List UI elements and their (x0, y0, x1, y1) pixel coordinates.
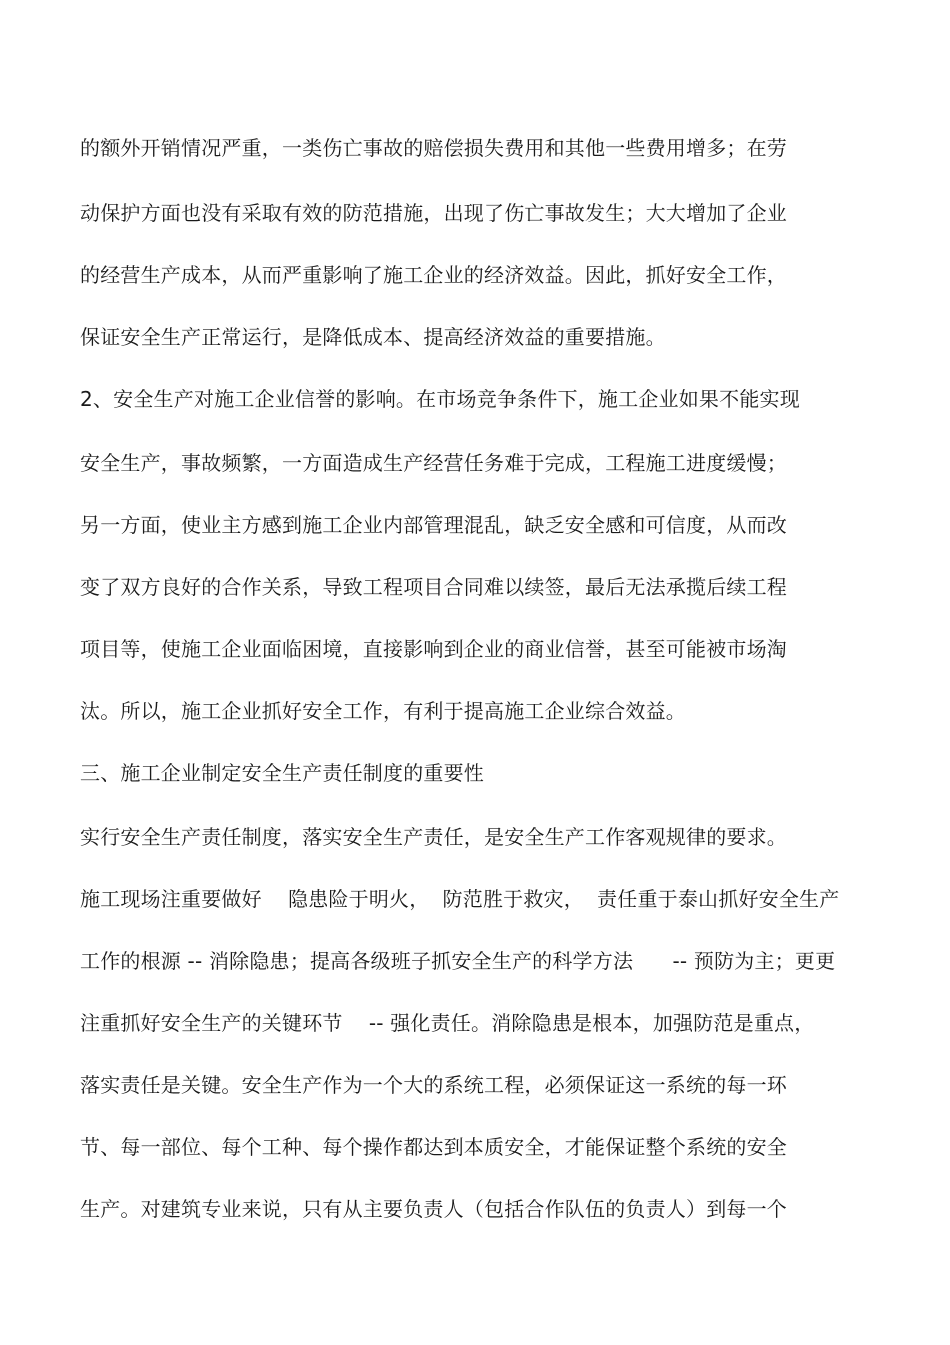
body-text-line: 的额外开销情况严重，一类伤亡事故的赔偿损失费用和其他一些费用增多；在劳 (80, 136, 787, 160)
section-item-heading: 2、安全生产对施工企业信誉的影响。在市场竞争条件下，施工企业如果不能实现 (80, 387, 800, 411)
body-text-line: 另一方面，使业主方感到施工企业内部管理混乱，缺乏安全感和可信度，从而改 (80, 513, 787, 537)
body-text-line: 落实责任是关键。安全生产作为一个大的系统工程，必须保证这一系统的每一环 (80, 1073, 787, 1097)
body-text-line: 变了双方良好的合作关系，导致工程项目合同难以续签，最后无法承揽后续工程 (80, 575, 787, 599)
body-text-line: 施工现场注重要做好 隐患险于明火， 防范胜于救灾， 责任重于泰山抓好安全生产 (80, 887, 840, 911)
body-text-line: 动保护方面也没有采取有效的防范措施，出现了伤亡事故发生；大大增加了企业 (80, 201, 787, 225)
body-text-line: 实行安全生产责任制度，落实安全生产责任，是安全生产工作客观规律的要求。 (80, 825, 787, 849)
body-text-line: 项目等，使施工企业面临困境，直接影响到企业的商业信誉，甚至可能被市场淘 (80, 637, 787, 661)
body-text-line: 节、每一部位、每个工种、每个操作都达到本质安全，才能保证整个系统的安全 (80, 1135, 787, 1159)
body-text-line: 汰。所以，施工企业抓好安全工作，有利于提高施工企业综合效益。 (80, 699, 686, 723)
body-text-line: 注重抓好安全生产的关键环节 -- 强化责任。消除隐患是根本，加强防范是重点， (80, 1011, 815, 1035)
body-text-line: 保证安全生产正常运行，是降低成本、提高经济效益的重要措施。 (80, 325, 666, 349)
body-text-line: 生产。对建筑专业来说，只有从主要负责人（包括合作队伍的负责人）到每一个 (80, 1197, 787, 1221)
body-text-line: 的经营生产成本，从而严重影响了施工企业的经济效益。因此，抓好安全工作， (80, 263, 787, 287)
body-text-line: 安全生产，事故频繁，一方面造成生产经营任务难于完成，工程施工进度缓慢； (80, 451, 787, 475)
body-text-line: 工作的根源 -- 消除隐患；提高各级班子抓安全生产的科学方法 -- 预防为主；更更 (80, 949, 836, 973)
section-heading: 三、施工企业制定安全生产责任制度的重要性 (80, 761, 484, 785)
